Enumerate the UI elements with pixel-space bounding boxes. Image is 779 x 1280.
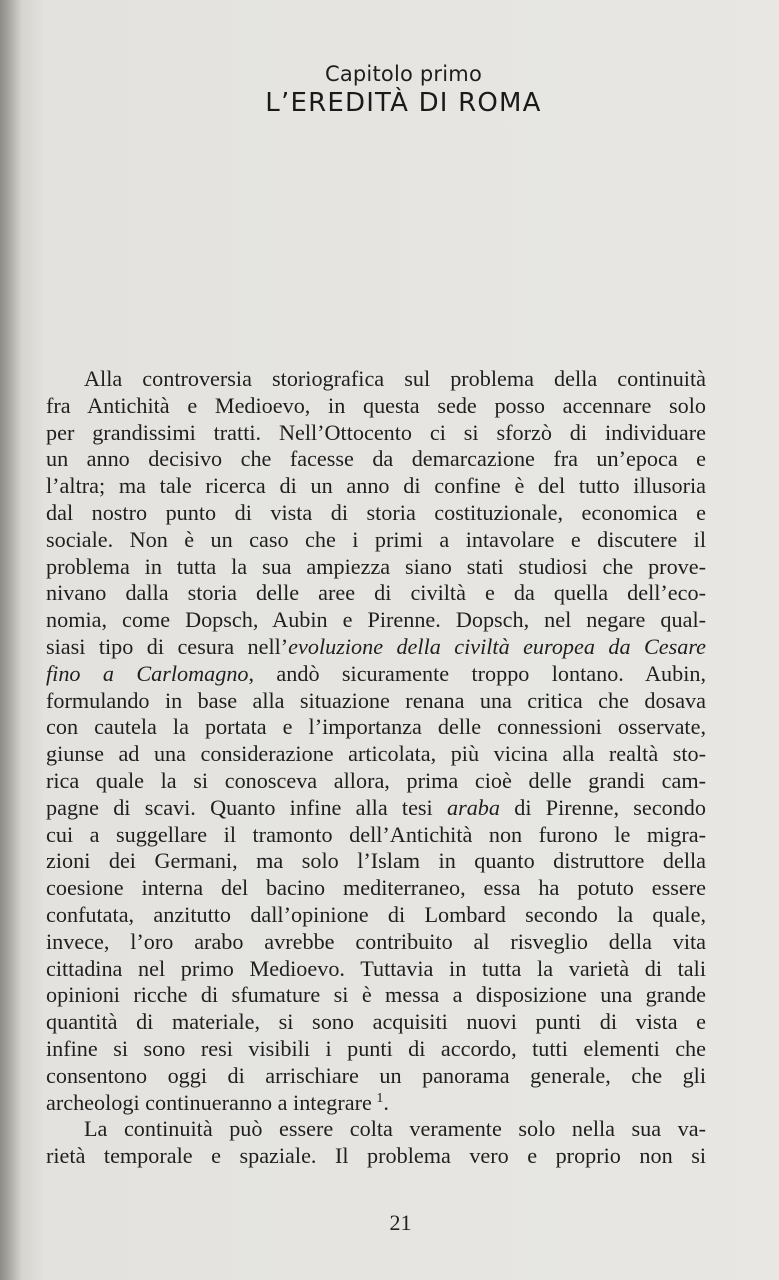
text-line: consentono oggi di arrischiare un panorama generale, che gli [46,1062,706,1088]
text-line [46,634,706,661]
text-line: nomia, come Dopsch, Aubin e Pirenne. Dopsch, nel negare qual- [46,607,706,633]
text-line: formulando in base alla situazione renana una critica che dosava [46,687,706,713]
chapter-title: L’EREDITÀ DI ROMA [265,88,542,118]
text-line: La continuità può essere colta veramente solo nella sua va- [84,1116,706,1142]
text-line: infine si sono resi visibili i punti di accordo, tutti elementi che [46,1035,706,1061]
text-line [46,1090,706,1117]
text-line [46,795,706,822]
spine-shadow [0,0,22,1280]
text-line: problema in tutta la sua ampiezza siano stati studiosi che prove- [46,553,706,579]
text-line: l’altra; ma tale ricerca di un anno di confine è del tutto illusoria [46,473,706,499]
text-line: nivano dalla storia delle aree di civiltà e da quella dell’eco- [46,580,706,606]
text-run: pagne di scavi. Quanto infine alla tesi [46,794,447,820]
text-line: sociale. Non è un caso che i primi a intavolare e discutere il [46,526,706,552]
text-line: cui a suggellare il tramonto dell’Antichità non furono le migra- [46,821,706,847]
text-line: giunse ad una considerazione articolata, più vicina alla realtà sto- [46,741,706,767]
text-line: quantità di materiale, si sono acquisiti nuovi punti di vista e [46,1009,706,1035]
text-line: con cautela la portata e l’importanza delle connessioni osservate, [46,714,706,740]
text-line: Alla controversia storiografica sul problema della continuità [84,366,706,391]
text-line: un anno decisivo che facesse da demarcazione fra un’epoca e [46,446,706,472]
text-run: . [383,1089,389,1115]
text-run: archeologi continueranno a integrare [46,1089,372,1115]
italic-title: fino a Carlomagno [46,660,249,686]
text-line: dal nostro punto di vista di storia costituzionale, economica e [46,499,706,525]
text-run: , andò sicuramente troppo lontano. Aubin, [248,660,706,686]
text-line: rietà temporale e spaziale. Il problema vero e proprio non si [46,1143,706,1169]
text-line: invece, l’oro arabo avrebbe contribuito al risveglio della vita [46,928,706,954]
text-line: per grandissimi tratti. Nell’Ottocento ci si sforzò di individuare [46,419,706,445]
text-line: coesione interna del bacino mediterraneo, essa ha potuto essere [46,875,706,901]
text-line: zioni dei Germani, ma solo l’Islam in quanto distruttore della [46,848,706,874]
text-run: di Pirenne, secondo [499,794,706,820]
text-run: siasi tipo di cesura nell’ [46,633,289,659]
text-line: fra Antichità e Medioevo, in questa sede posso accennare solo [46,392,706,418]
footnote-reference[interactable]: 1 [376,1090,384,1106]
page-number: 21 [389,1210,412,1235]
text-line: rica quale la si conosceva allora, prima cioè delle grandi cam- [46,767,706,793]
body-text [46,366,706,1170]
text-line: cittadina nel primo Medioevo. Tuttavia in tutta la varietà di tali [46,955,706,981]
italic-word: araba [446,794,500,820]
text-line: opinioni ricche di sfumature si è messa a disposizione una grande [46,982,706,1008]
text-line [46,661,706,688]
chapter-label: Capitolo primo [324,62,483,86]
text-line: confutata, anzitutto dall’opinione di Lombard secondo la quale, [46,901,706,927]
italic-title: evoluzione della civiltà europea da Cesare [288,633,706,659]
